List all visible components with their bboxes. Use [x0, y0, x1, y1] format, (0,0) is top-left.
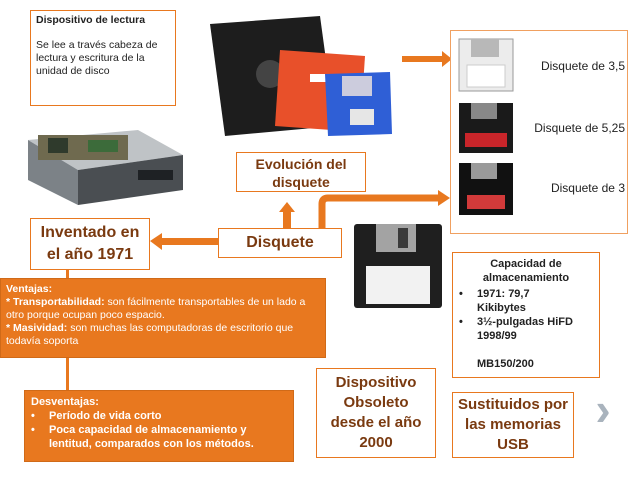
- evolution-box: Evolución del disquete: [236, 152, 366, 192]
- arrow-left-head: [150, 233, 162, 250]
- reader-title: Dispositivo de lectura: [36, 14, 146, 26]
- capacity-extra: MB150/200: [477, 358, 534, 370]
- invented-box: Inventado en el año 1971: [30, 218, 150, 270]
- label-disquete-35: Disquete de 3,5: [540, 59, 625, 73]
- arrow-left-shaft: [160, 238, 218, 245]
- capacity-item-2: • 3½-pulgadas HiFD 1998/99: [459, 316, 573, 342]
- advantages-title: Ventajas:: [6, 283, 53, 295]
- advantages-item-1: * Transportabilidad: son fácilmente transportables de un lado a otro porque ocupan poco espacio.: [6, 296, 306, 321]
- arrow-up-shaft: [283, 210, 291, 230]
- floppy-35-image: [457, 37, 515, 93]
- capacity-item-1: • 1971: 79,7 Kikibytes: [459, 288, 530, 314]
- reader-box: [30, 10, 176, 106]
- reader-text: Se lee a través cabeza de lectura y escritura de la unidad de disco: [36, 39, 158, 77]
- label-disquete-525: Disquete de 5,25: [534, 121, 625, 135]
- disadvantages-item-2: • Poca capacidad de almacenamiento y lentitud, comparados con los métodos.: [31, 424, 254, 450]
- advantages-item-2: * Masividad: son muchas las computadoras de escritorio que todavía soporta: [6, 322, 294, 347]
- disadvantages-title: Desventajas:: [31, 396, 99, 408]
- capacity-title: Capacidad de almacenamiento: [482, 258, 570, 284]
- floppy-3-image: [457, 161, 515, 217]
- disquete-box: Disquete: [218, 228, 342, 258]
- replaced-box: Sustituidos por las memorias USB: [452, 392, 574, 458]
- next-chevron-icon[interactable]: ›: [595, 383, 611, 435]
- disk-drive-image: [18, 110, 186, 210]
- arrow-bent-head: [438, 190, 450, 206]
- arrow-top-shaft: [402, 56, 444, 62]
- label-disquete-3: Disquete de 3: [550, 181, 625, 195]
- advantages-box: [0, 278, 326, 358]
- disk-types-panel: [450, 30, 628, 234]
- floppy-image: [350, 222, 446, 310]
- arrow-up-head: [279, 202, 295, 212]
- disadvantages-box: [24, 390, 294, 462]
- disadvantages-item-1: • Período de vida corto: [31, 410, 162, 422]
- capacity-box: [452, 252, 600, 378]
- floppies-image: [200, 14, 400, 140]
- floppy-525-image: [457, 101, 515, 155]
- obsolete-box: Dispositivo Obsoleto desde el año 2000: [316, 368, 436, 458]
